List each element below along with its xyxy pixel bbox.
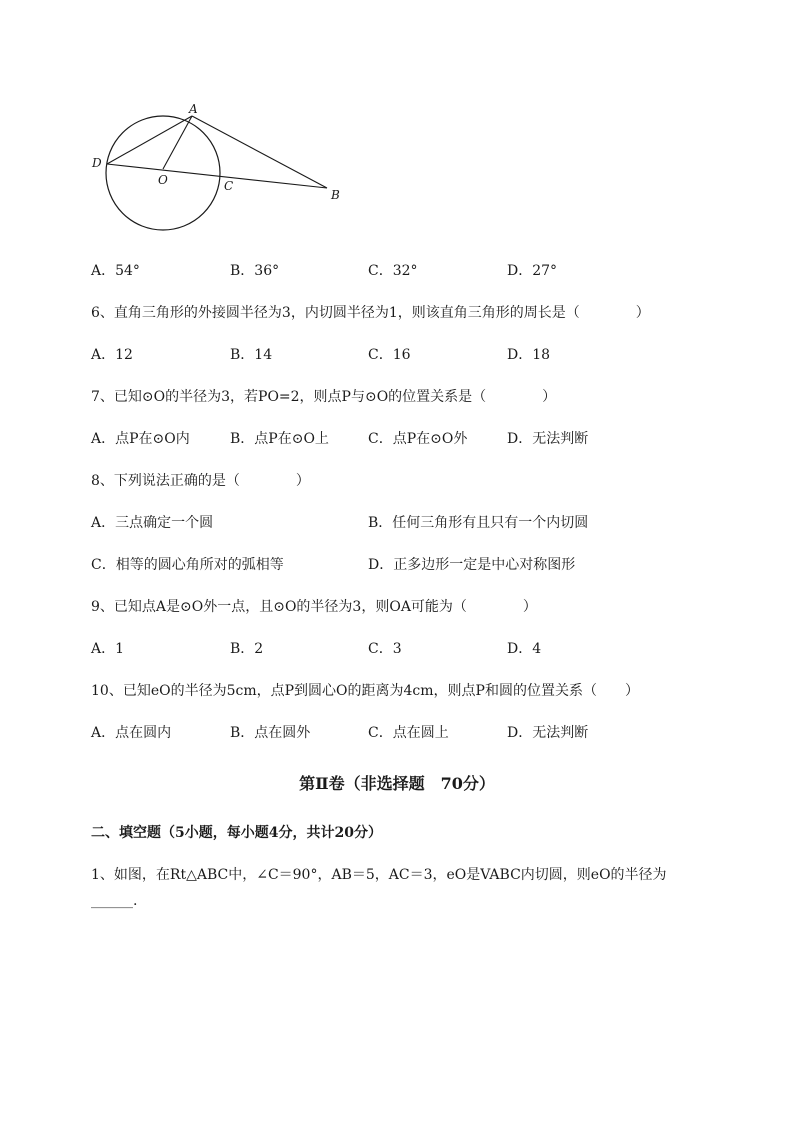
q7-option-a: A．点P在⊙O内 <box>91 431 190 447</box>
figure-svg <box>85 100 355 260</box>
segment-db <box>107 164 327 188</box>
q9-option-b: B．2 <box>230 641 264 657</box>
fill-in-section-heading: 二、填空题（5小题，每小题4分，共计20分） <box>91 825 382 841</box>
q10-option-c: C．点在圆上 <box>368 725 449 741</box>
q5-option-c: C．32° <box>368 263 418 279</box>
label-c: C <box>224 179 234 193</box>
q7-option-c: C．点P在⊙O外 <box>368 431 468 447</box>
q8-stem: 8、下列说法正确的是（ ） <box>91 473 310 489</box>
q10-option-a: A．点在圆内 <box>91 725 172 741</box>
q6-option-c: C．16 <box>368 347 411 363</box>
q9-option-a: A．1 <box>91 641 125 657</box>
q8-option-a: A．三点确定一个圆 <box>91 515 214 531</box>
q10-stem: 10、已知eO的半径为5cm，点P到圆心O的距离为4cm，则点P和圆的位置关系（ ） <box>91 683 639 699</box>
q10-option-d: D．无法判断 <box>507 725 589 741</box>
part-two-title: 第Ⅱ卷（非选择题 70分） <box>299 774 495 793</box>
label-o: O <box>158 173 168 187</box>
q5-option-a: A．54° <box>91 263 140 279</box>
q6-option-b: B．14 <box>230 347 273 363</box>
q6-option-a: A．12 <box>91 347 133 363</box>
q6-stem: 6、直角三角形的外接圆半径为3，内切圆半径为1，则该直角三角形的周长是（ ） <box>91 305 650 321</box>
circle-tangent-figure <box>85 100 355 260</box>
segment-ab <box>192 116 327 188</box>
q8-option-d: D．正多边形一定是中心对称图形 <box>368 557 576 573</box>
label-a: A <box>189 102 198 116</box>
q6-option-d: D．18 <box>507 347 551 363</box>
q7-option-d: D．无法判断 <box>507 431 589 447</box>
label-d: D <box>92 156 102 170</box>
q7-stem: 7、已知⊙O的半径为3，若PO=2，则点P与⊙O的位置关系是（ ） <box>91 389 557 405</box>
fill1-stem: 1、如图，在Rt△ABC中，∠C＝90°，AB＝5，AC＝3，eO是VABC内切圆，则eO的半径为 <box>91 867 667 883</box>
q8-option-b: B．任何三角形有且只有一个内切圆 <box>368 515 589 531</box>
q9-option-d: D．4 <box>507 641 542 657</box>
q10-option-b: B．点在圆外 <box>230 725 311 741</box>
fill1-answer-blank: ______. <box>91 893 138 909</box>
q9-option-c: C．3 <box>368 641 402 657</box>
q7-option-b: B．点P在⊙O上 <box>230 431 329 447</box>
q5-option-d: D．27° <box>507 263 558 279</box>
q8-option-c: C．相等的圆心角所对的弧相等 <box>91 557 284 573</box>
label-b: B <box>331 188 340 202</box>
q9-stem: 9、已知点A是⊙O外一点，且⊙O的半径为3，则OA可能为（ ） <box>91 599 537 615</box>
q5-option-b: B．36° <box>230 263 280 279</box>
